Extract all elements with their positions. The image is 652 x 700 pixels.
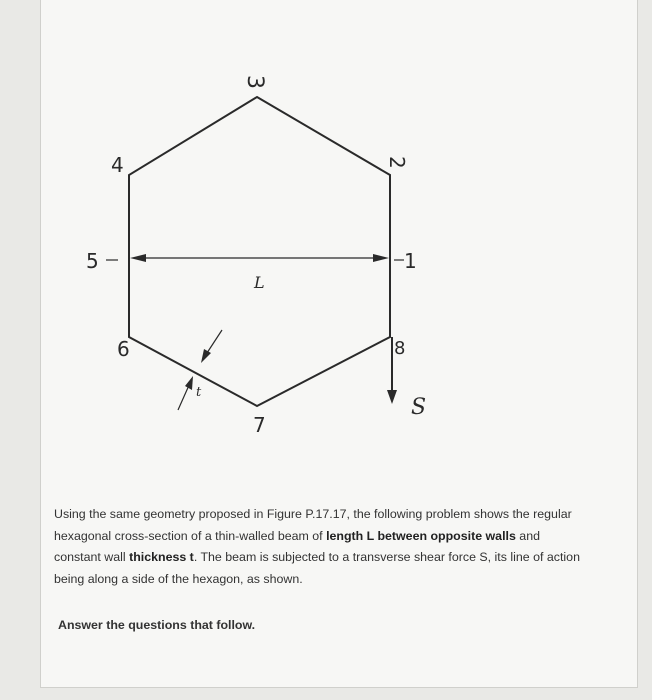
point-label-1: 1 <box>404 249 417 273</box>
point-label-8: 8 <box>394 338 406 359</box>
point-label-4: 4 <box>111 153 124 177</box>
length-emphasis: length L between opposite walls <box>326 528 516 543</box>
length-arrow-left <box>130 254 146 262</box>
hexagon-cross-section <box>129 97 390 406</box>
thickness-arrow-bottom-head <box>185 376 193 390</box>
point-label-7: 7 <box>253 413 266 437</box>
point-label-2: 2 <box>385 156 409 169</box>
length-label: L <box>254 273 265 292</box>
problem-description: Using the same geometry proposed in Figure P.17.17, the following problem shows the regular hexagonal cross-section of a thin-walled beam of length L between opposite walls and constant wall thickness t. The beam is subjected to a transverse shear force S, its line of action being along a side of the hexagon, as shown. <box>54 507 580 586</box>
questions-prompt: Answer the questions that follow. <box>58 618 256 632</box>
thickness-emphasis: thickness t <box>129 550 194 564</box>
thickness-label: t <box>196 385 202 400</box>
point-label-5: 5 <box>86 249 99 273</box>
shear-force-arrowhead <box>387 390 397 404</box>
thickness-arrow-top-head <box>201 349 211 363</box>
length-arrow-right <box>373 254 389 262</box>
point-label-6: 6 <box>117 337 130 361</box>
shear-force-label: S <box>411 395 427 420</box>
point-label-3: 3 <box>242 75 267 89</box>
